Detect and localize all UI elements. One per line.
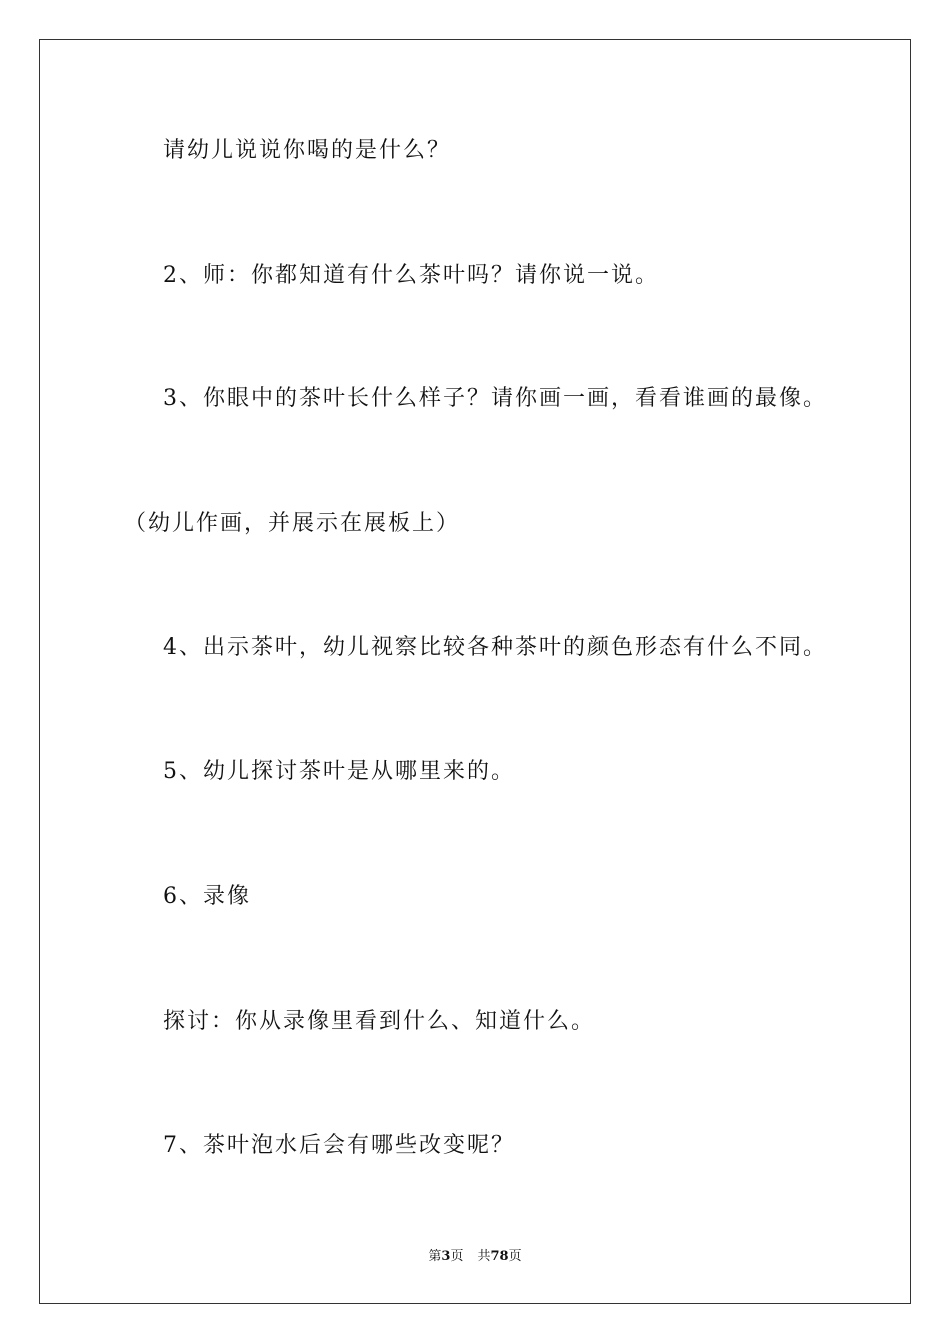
footer-page-prefix: 第 — [428, 1249, 442, 1264]
page-border — [39, 39, 911, 1304]
footer-total-pages: 78 — [490, 1249, 509, 1264]
paragraph-6: 5、幼儿探讨茶叶是从哪里来的。 — [163, 759, 515, 784]
paragraph-1: 请幼儿说说你喝的是什么？ — [163, 138, 452, 163]
page-footer — [0, 1248, 950, 1266]
paragraph-7: 6、录像 — [163, 884, 251, 909]
paragraph-8: 探讨：你从录像里看到什么、知道什么。 — [163, 1009, 596, 1034]
paragraph-5: 4、出示茶叶，幼儿视察比较各种茶叶的颜色形态有什么不同。 — [163, 635, 827, 660]
footer-total-prefix: 共 — [477, 1249, 491, 1264]
paragraph-3: 3、你眼中的茶叶长什么样子？请你画一画，看看谁画的最像。 — [163, 386, 827, 411]
footer-page-suffix: 页 — [450, 1249, 464, 1264]
paragraph-9: 7、茶叶泡水后会有哪些改变呢？ — [163, 1133, 515, 1158]
paragraph-2: 2、师：你都知道有什么茶叶吗？请你说一说。 — [163, 263, 659, 288]
footer-total-suffix: 页 — [508, 1249, 522, 1264]
footer-page-number: 3 — [441, 1249, 451, 1264]
paragraph-4: （幼儿作画，并展示在展板上） — [124, 511, 461, 536]
